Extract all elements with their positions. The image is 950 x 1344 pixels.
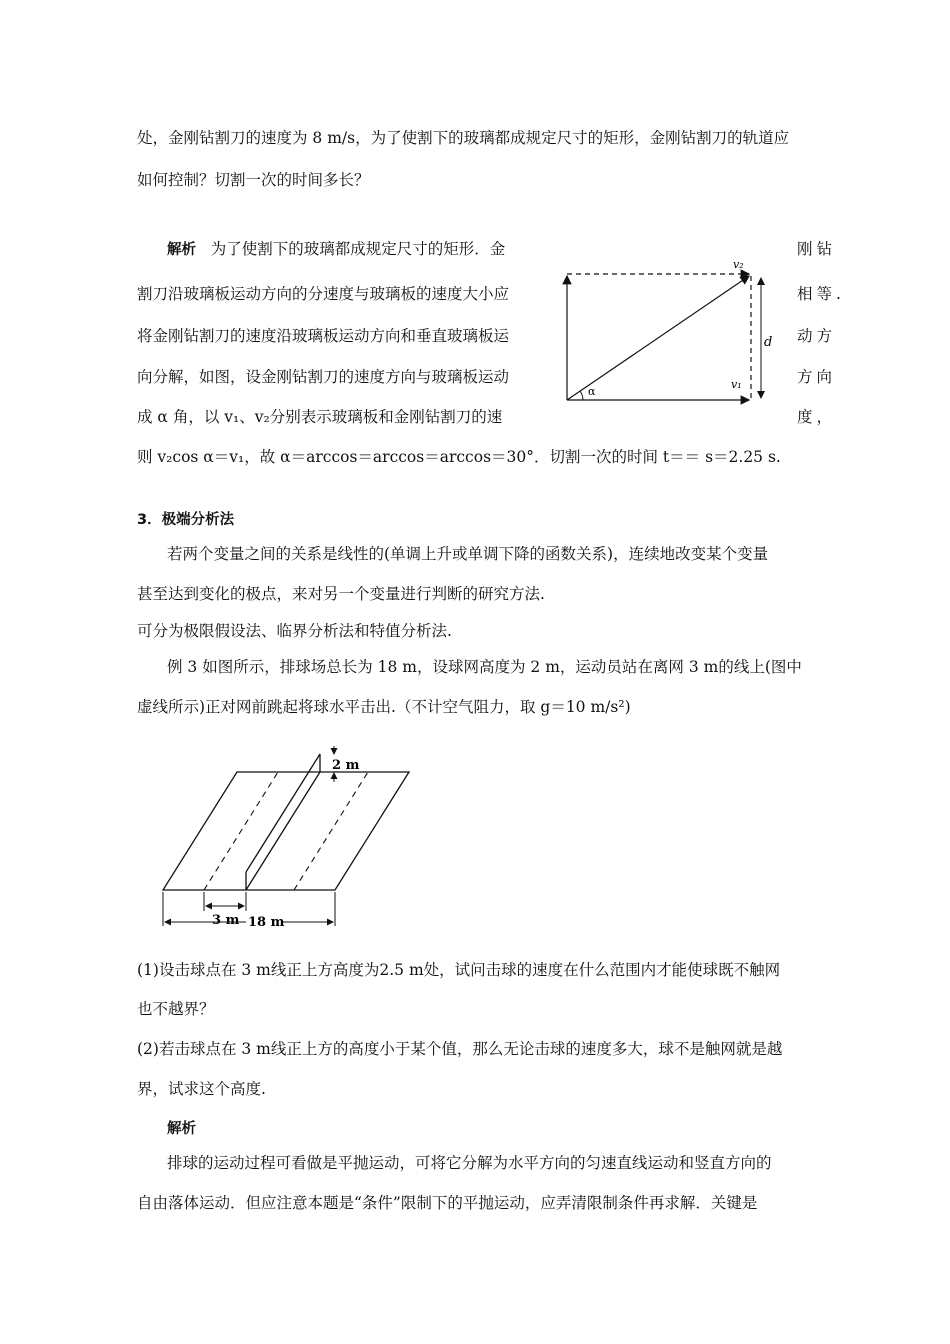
paragraph-line: 若两个变量之间的关系是线性的(单调上升或单调下降的函数关系)，连续地改变某个变量: [167, 545, 769, 563]
net-ground-line: [246, 772, 320, 890]
attack-line-right: [294, 772, 368, 890]
court-length-label: 18 m: [248, 915, 285, 930]
analysis-line: 则 v₂cos α＝v₁，故 α＝arccos＝arccos＝arccos＝30°．切割一次的时间 t＝＝ s＝2.25 s.: [137, 448, 781, 466]
v2-arrow: [567, 276, 749, 400]
analysis-line-right: 方向: [797, 368, 837, 386]
question-line: (1)设击球点在 3 m线正上方高度为2.5 m处，试问击球的速度在什么范围内才能使球既不触网: [137, 961, 781, 979]
analysis-line-right: 度，: [797, 408, 837, 426]
section-heading: 3．极端分析法: [137, 512, 235, 528]
v1-label: v₁: [731, 378, 742, 391]
paragraph-line: 可分为极限假设法、临界分析法和特值分析法.: [137, 622, 452, 640]
analysis-line-right: 动方: [797, 327, 837, 345]
analysis-line: 割刀沿玻璃板运动方向的分速度与玻璃板的速度大小应: [137, 285, 510, 303]
analysis-text: 为了使割下的玻璃都成规定尺寸的矩形．金: [210, 240, 506, 258]
example-line: 例 3 如图所示，排球场总长为 18 m，设球网高度为 2 m，运动员站在离网 3 m的线上(图中: [167, 658, 802, 676]
analysis-line: 排球的运动过程可看做是平抛运动，可将它分解为水平方向的匀速直线运动和竖直方向的: [167, 1154, 772, 1172]
v2-label: v₂: [733, 258, 744, 271]
paragraph-line: 处，金刚钻割刀的速度为 8 m/s，为了使割下的玻璃都成规定尺寸的矩形，金刚钻割刀的轨道应: [137, 129, 790, 147]
question-line: 界，试求这个高度.: [137, 1080, 266, 1098]
d-label: d: [764, 335, 773, 350]
volleyball-court-diagram: [150, 746, 425, 936]
example-line: 虚线所示)正对网前跳起将球水平击出.（不计空气阻力，取 g＝10 m/s²): [137, 698, 631, 716]
analysis-line: [167, 239, 505, 260]
alpha-label: α: [588, 385, 596, 398]
analysis-line: 将金刚钻割刀的速度沿玻璃板运动方向和垂直玻璃板运: [137, 327, 510, 345]
analysis-label: 解析: [167, 242, 196, 258]
analysis-line-right: 刚钻: [797, 240, 837, 258]
analysis-label: 解析: [167, 1121, 196, 1137]
question-line: (2)若击球点在 3 m线正上方的高度小于某个值，那么无论击球的速度多大，球不是触网就是越: [137, 1040, 783, 1058]
question-line: 也不越界？: [137, 1000, 215, 1018]
analysis-line: 自由落体运动．但应注意本题是“条件”限制下的平抛运动，应弄清限制条件再求解．关键是: [137, 1194, 758, 1212]
analysis-label-line: [167, 1118, 196, 1139]
paragraph-line: 甚至达到变化的极点，来对另一个变量进行判断的研究方法.: [137, 585, 545, 603]
line-distance-label: 3 m: [212, 913, 240, 928]
attack-line-left: [204, 772, 278, 890]
analysis-line: 向分解，如图，设金刚钻割刀的速度方向与玻璃板运动: [137, 368, 510, 386]
velocity-diagram: [555, 252, 785, 412]
net-height-label: 2 m: [332, 758, 360, 773]
paragraph-line: 如何控制？切割一次的时间多长？: [137, 171, 370, 189]
analysis-line: 成 α 角，以 v₁、v₂分别表示玻璃板和金刚钻割刀的速: [137, 408, 503, 426]
analysis-line-right: 相等.: [797, 285, 845, 303]
alpha-arc: [580, 391, 583, 400]
court-outline: [163, 772, 409, 890]
